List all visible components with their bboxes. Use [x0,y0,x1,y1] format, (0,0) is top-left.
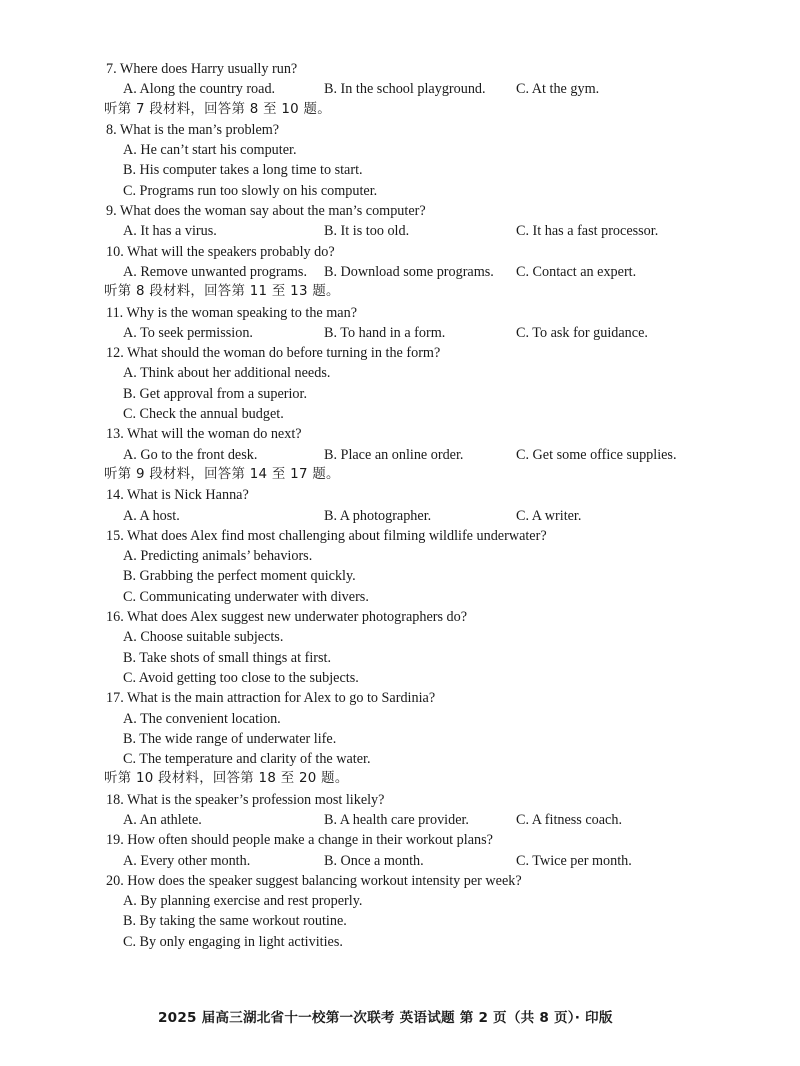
answer-option: A. Along the country road. [123,81,276,98]
answer-option: B. His computer takes a long time to start. [123,162,363,179]
answer-option: C. To ask for guidance. [516,324,648,341]
options-row [123,810,720,830]
answer-option: C. At the gym. [516,81,600,98]
answer-option: A. He can’t start his computer. [123,142,297,159]
answer-option: B. The wide range of underwater life. [123,730,337,747]
question: 13. What will the woman do next? [106,426,302,443]
answer-option: B. Grabbing the perfect moment quickly. [123,568,356,585]
answer-option: B. Take shots of small things at first. [123,649,331,666]
answer-option: A. Choose suitable subjects. [123,629,284,646]
answer-option: A. It has a virus. [123,223,217,240]
answer-option: C. A fitness coach. [516,811,622,828]
listening-questions [100,59,720,952]
answer-option: C. Contact an expert. [516,263,637,280]
options-row [123,506,720,526]
answer-option: C. Communicating underwater with divers. [123,588,369,605]
question: 14. What is Nick Hanna? [106,487,249,504]
question: 19. How often should people make a change in their workout plans? [106,832,493,849]
answer-option: A. Predicting animals’ behaviors. [123,548,313,565]
answer-option: B. By taking the same workout routine. [123,913,347,930]
answer-option: A. To seek permission. [123,324,253,341]
answer-option: A. The convenient location. [123,710,281,727]
question: 7. Where does Harry usually run? [106,61,298,77]
section-heading: 听第 10 段材料，回答第 18 至 20 题。 [104,771,349,787]
section-heading: 听第 9 段材料，回答第 14 至 17 题。 [104,466,340,482]
answer-option: B. To hand in a form. [324,324,446,341]
question: 16. What does Alex suggest new underwater photographers do? [106,609,468,626]
answer-option: B. Get approval from a superior. [123,385,307,402]
answer-option: A. A host. [123,507,180,524]
answer-option: B. It is too old. [324,223,410,240]
answer-option: B. Download some programs. [324,263,494,280]
options-row [123,79,720,99]
options-row [123,851,720,871]
answer-option: B. A photographer. [324,507,432,524]
answer-option: C. The temperature and clarity of the water. [123,751,371,768]
question: 20. How does the speaker suggest balancing workout intensity per week? [106,872,522,889]
answer-option: C. Avoid getting too close to the subjects. [123,669,359,686]
answer-option: C. Twice per month. [516,852,632,869]
answer-option: A. By planning exercise and rest properly. [123,893,363,910]
answer-option: C. Get some office supplies. [516,446,677,463]
question: 15. What does Alex find most challenging about filming wildlife underwater? [106,527,547,544]
options-row [123,262,720,282]
question: 10. What will the speakers probably do? [106,243,335,260]
answer-option: A. Every other month. [123,852,251,869]
question: 11. Why is the woman speaking to the man? [106,304,357,321]
answer-option: C. It has a fast processor. [516,223,659,240]
answer-option: B. A health care provider. [324,811,469,828]
options-row [123,221,720,241]
answer-option: A. Think about her additional needs. [123,365,331,382]
section-heading: 听第 7 段材料，回答第 8 至 10 题。 [104,101,331,117]
answer-option: B. Place an online order. [324,446,464,463]
answer-option: A. Remove unwanted programs. [123,263,308,280]
answer-option: C. Programs run too slowly on his computer. [123,182,378,199]
section-heading: 听第 8 段材料，回答第 11 至 13 题。 [104,284,340,300]
page-footer: 2025 届高三湖北省十一校第一次联考 英语试题 第 2 页（共 8 页）· 印版 [158,1010,613,1026]
question: 17. What is the main attraction for Alex to go to Sardinia? [106,690,436,707]
answer-option: A. An athlete. [123,811,202,828]
answer-option: B. Once a month. [324,852,424,869]
question: 8. What is the man’s problem? [106,121,280,138]
answer-option: C. A writer. [516,507,582,524]
question: 18. What is the speaker’s profession most likely? [106,791,385,808]
question: 9. What does the woman say about the man’s computer? [106,203,426,220]
answer-option: C. Check the annual budget. [123,406,284,423]
question: 12. What should the woman do before turning in the form? [106,345,441,362]
answer-option: A. Go to the front desk. [123,446,258,463]
answer-option: C. By only engaging in light activities. [123,933,343,950]
answer-option: B. In the school playground. [324,81,486,98]
options-row [123,445,720,465]
options-row [123,323,720,343]
